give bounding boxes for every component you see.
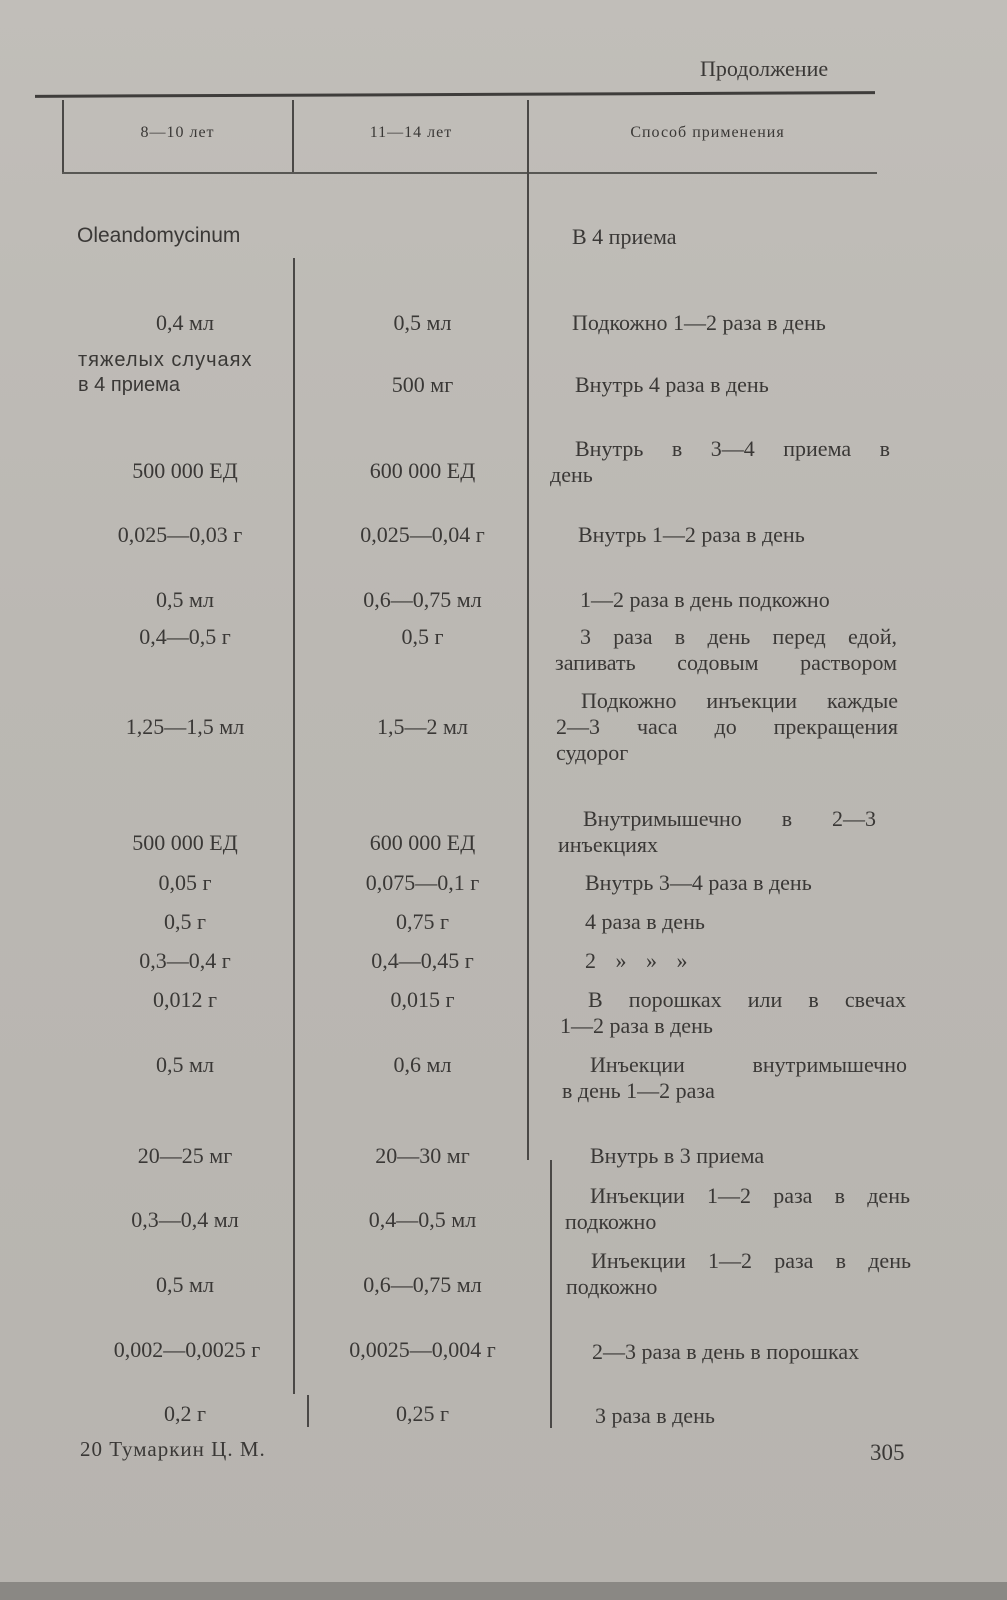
header-col-8-10: 8—10 лет — [140, 124, 215, 141]
dose-8-10 — [78, 348, 288, 398]
method-line: В порошках или в свечах — [588, 987, 906, 1012]
dose-8-10: 500 000 ЕД — [132, 830, 238, 855]
printer-signature: 20 Тумаркин Ц. М. — [80, 1437, 266, 1461]
dose-11-14: 0,6—0,75 мл — [363, 587, 482, 612]
column-divider-2-lower — [550, 1160, 552, 1428]
method-line: 2—3 часа до прекращения — [556, 714, 898, 739]
method-line: запивать содовым раствором — [555, 650, 897, 675]
dose-11-14: 20—30 мг — [375, 1143, 470, 1168]
continued-label: Продолжение — [700, 56, 829, 81]
drug-name: Oleandomycinum — [77, 224, 241, 247]
page-number: 305 — [870, 1440, 905, 1465]
dose-11-14: 0,5 мл — [393, 310, 452, 335]
dose-11-14: 0,075—0,1 г — [365, 870, 480, 895]
dose-8-10: 0,5 г — [163, 909, 207, 934]
dose-line: в 4 приема — [78, 374, 180, 396]
method-cell: Внутрь 1—2 раза в день — [578, 522, 805, 547]
table-header-rule — [62, 172, 877, 174]
dose-8-10: 0,025—0,03 г — [117, 522, 243, 547]
dose-11-14: 0,25 г — [395, 1401, 450, 1426]
method-line: 3 раза в день перед едой, — [580, 624, 897, 649]
dose-line: тяжелых случаях — [78, 349, 253, 371]
method-line: судорог — [556, 740, 629, 765]
method-cell: В 4 приема — [572, 224, 677, 249]
method-line: Внутримышечно в 2—3 — [583, 806, 876, 831]
method-cell: Внутрь 4 раза в день — [575, 372, 769, 397]
dose-11-14: 1,5—2 мл — [377, 714, 468, 739]
dose-11-14: 0,015 г — [390, 987, 455, 1012]
dose-11-14: 0,5 г — [401, 624, 444, 649]
dose-8-10: 0,3—0,4 г — [139, 948, 231, 973]
method-cell — [558, 806, 876, 858]
dose-11-14: 0,4—0,5 мл — [368, 1207, 477, 1232]
method-line: Инъекции 1—2 раза в день — [590, 1183, 910, 1208]
dose-11-14: 0,0025—0,004 г — [349, 1337, 496, 1362]
method-line: Инъекции 1—2 раза в день — [591, 1248, 911, 1273]
method-cell: 2—3 раза в день в порошках — [592, 1339, 860, 1364]
method-line: Подкожно инъекции каждые — [581, 688, 898, 713]
dose-11-14: 0,4—0,45 г — [371, 948, 474, 973]
dose-11-14: 0,75 г — [395, 909, 450, 934]
dose-8-10: 500 000 ЕД — [132, 458, 238, 483]
dose-11-14: 500 мг — [391, 372, 454, 397]
method-line: инъекциях — [558, 832, 659, 857]
method-line: подкожно — [566, 1274, 658, 1299]
method-line: Инъекции внутримышечно — [590, 1052, 907, 1077]
dose-8-10: 0,05 г — [158, 870, 212, 895]
dose-8-10: 0,4—0,5 г — [139, 624, 231, 649]
dose-11-14: 0,6—0,75 мл — [363, 1272, 482, 1297]
method-cell — [556, 688, 898, 766]
dose-8-10: 0,3—0,4 мл — [131, 1207, 239, 1232]
dose-8-10: 0,012 г — [152, 987, 218, 1012]
dose-11-14: 0,025—0,04 г — [360, 522, 485, 547]
method-cell: Подкожно 1—2 раза в день — [572, 310, 826, 335]
header-left-border — [62, 100, 64, 172]
dose-8-10: 0,5 мл — [156, 587, 214, 612]
method-cell — [562, 1052, 907, 1104]
method-cell — [555, 624, 897, 676]
dose-8-10: 0,2 г — [163, 1401, 207, 1426]
dose-8-10: 0,5 мл — [156, 1052, 214, 1077]
method-line: в день 1—2 раза — [562, 1078, 715, 1103]
method-cell: Внутрь 3—4 раза в день — [585, 870, 812, 895]
method-cell: 2 » » » — [585, 948, 688, 973]
dose-8-10: 0,002—0,0025 г — [113, 1337, 261, 1362]
column-divider-1 — [292, 100, 294, 172]
method-cell — [565, 1183, 910, 1235]
dose-11-14: 0,6 мл — [393, 1052, 452, 1077]
dose-8-10: 0,5 мл — [156, 1272, 214, 1297]
method-cell: Внутрь в 3 приема — [590, 1143, 765, 1168]
method-cell: 3 раза в день — [595, 1403, 715, 1428]
table-top-rule — [35, 91, 875, 98]
method-line: Внутрь в 3—4 приема в — [575, 436, 890, 461]
method-line: подкожно — [565, 1209, 657, 1234]
method-line: день — [550, 462, 593, 487]
dose-8-10: 1,25—1,5 мл — [125, 714, 245, 739]
method-cell — [566, 1248, 911, 1300]
method-cell: 1—2 раза в день подкожно — [580, 587, 830, 612]
header-col-11-14: 11—14 лет — [369, 124, 453, 141]
dose-11-14: 600 000 ЕД — [369, 458, 476, 483]
dose-8-10: 20—25 мг — [137, 1143, 233, 1168]
dose-11-14: 600 000 ЕД — [369, 830, 476, 855]
method-line: 1—2 раза в день — [560, 1013, 713, 1038]
method-cell: 4 раза в день — [585, 909, 705, 934]
page-bottom-edge — [0, 1582, 1007, 1600]
method-cell — [550, 436, 890, 488]
header-col-method: Способ применения — [630, 124, 785, 141]
dose-8-10: 0,4 мл — [156, 310, 214, 335]
method-cell — [560, 987, 906, 1039]
